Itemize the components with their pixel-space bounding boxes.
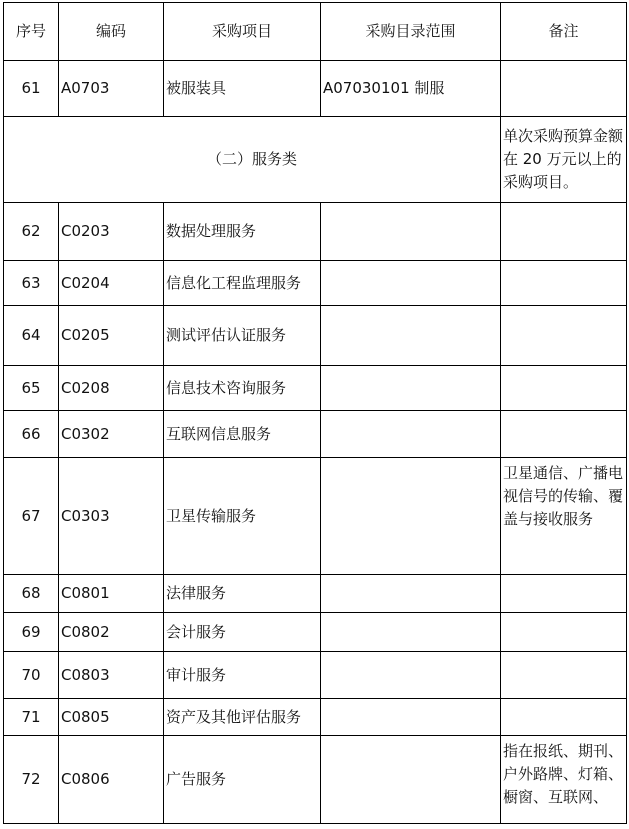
row-item: 法律服务 bbox=[164, 575, 321, 613]
row-no: 62 bbox=[4, 203, 59, 261]
row-item: 审计服务 bbox=[164, 652, 321, 699]
procurement-table bbox=[3, 2, 627, 824]
row-scope bbox=[321, 366, 501, 411]
header-item: 采购项目 bbox=[164, 3, 321, 61]
row-item: 信息化工程监理服务 bbox=[164, 261, 321, 306]
row-scope bbox=[321, 652, 501, 699]
row-code: C0208 bbox=[59, 366, 164, 411]
row-scope bbox=[321, 613, 501, 652]
header-code: 编码 bbox=[59, 3, 164, 61]
section-title: （二）服务类 bbox=[4, 117, 501, 203]
row-note bbox=[501, 366, 627, 411]
section-row bbox=[4, 117, 627, 203]
row-note: 指在报纸、期刊、户外路牌、灯箱、橱窗、互联网、 bbox=[501, 736, 627, 824]
row-no: 66 bbox=[4, 411, 59, 458]
row-item: 广告服务 bbox=[164, 736, 321, 824]
row-scope bbox=[321, 261, 501, 306]
row-no: 68 bbox=[4, 575, 59, 613]
row-note bbox=[501, 652, 627, 699]
row-item: 资产及其他评估服务 bbox=[164, 699, 321, 736]
row-no: 61 bbox=[4, 61, 59, 117]
row-note bbox=[501, 203, 627, 261]
header-no: 序号 bbox=[4, 3, 59, 61]
table-row bbox=[4, 203, 627, 261]
row-item: 信息技术咨询服务 bbox=[164, 366, 321, 411]
row-no: 72 bbox=[4, 736, 59, 824]
table-row bbox=[4, 458, 627, 575]
row-scope bbox=[321, 736, 501, 824]
row-note bbox=[501, 575, 627, 613]
section-note: 单次采购预算金额在 20 万元以上的采购项目。 bbox=[501, 117, 627, 203]
row-note bbox=[501, 261, 627, 306]
header-scope: 采购目录范围 bbox=[321, 3, 501, 61]
row-no: 64 bbox=[4, 306, 59, 366]
header-row bbox=[4, 3, 627, 61]
table-row bbox=[4, 575, 627, 613]
row-item: 测试评估认证服务 bbox=[164, 306, 321, 366]
row-scope bbox=[321, 306, 501, 366]
row-scope bbox=[321, 411, 501, 458]
row-item: 数据处理服务 bbox=[164, 203, 321, 261]
row-no: 71 bbox=[4, 699, 59, 736]
row-scope: A07030101 制服 bbox=[321, 61, 501, 117]
table-row bbox=[4, 261, 627, 306]
table-row bbox=[4, 699, 627, 736]
row-scope bbox=[321, 458, 501, 575]
row-scope bbox=[321, 575, 501, 613]
row-code: C0802 bbox=[59, 613, 164, 652]
row-note bbox=[501, 699, 627, 736]
table-row bbox=[4, 613, 627, 652]
row-code: C0302 bbox=[59, 411, 164, 458]
row-note bbox=[501, 613, 627, 652]
table-row bbox=[4, 306, 627, 366]
header-note: 备注 bbox=[501, 3, 627, 61]
row-item: 被服装具 bbox=[164, 61, 321, 117]
row-note bbox=[501, 61, 627, 117]
row-code: C0303 bbox=[59, 458, 164, 575]
row-item: 会计服务 bbox=[164, 613, 321, 652]
row-code: C0803 bbox=[59, 652, 164, 699]
row-item: 卫星传输服务 bbox=[164, 458, 321, 575]
table-row bbox=[4, 652, 627, 699]
row-no: 69 bbox=[4, 613, 59, 652]
row-code: C0806 bbox=[59, 736, 164, 824]
row-code: C0205 bbox=[59, 306, 164, 366]
row-scope bbox=[321, 699, 501, 736]
row-no: 67 bbox=[4, 458, 59, 575]
row-code: C0203 bbox=[59, 203, 164, 261]
row-item: 互联网信息服务 bbox=[164, 411, 321, 458]
row-code: A0703 bbox=[59, 61, 164, 117]
table-row bbox=[4, 61, 627, 117]
row-note bbox=[501, 306, 627, 366]
row-code: C0204 bbox=[59, 261, 164, 306]
row-no: 63 bbox=[4, 261, 59, 306]
row-no: 70 bbox=[4, 652, 59, 699]
row-code: C0801 bbox=[59, 575, 164, 613]
row-note: 卫星通信、广播电视信号的传输、覆盖与接收服务 bbox=[501, 458, 627, 575]
row-scope bbox=[321, 203, 501, 261]
row-note bbox=[501, 411, 627, 458]
table-row bbox=[4, 736, 627, 824]
table-row bbox=[4, 366, 627, 411]
row-code: C0805 bbox=[59, 699, 164, 736]
row-no: 65 bbox=[4, 366, 59, 411]
table-row bbox=[4, 411, 627, 458]
